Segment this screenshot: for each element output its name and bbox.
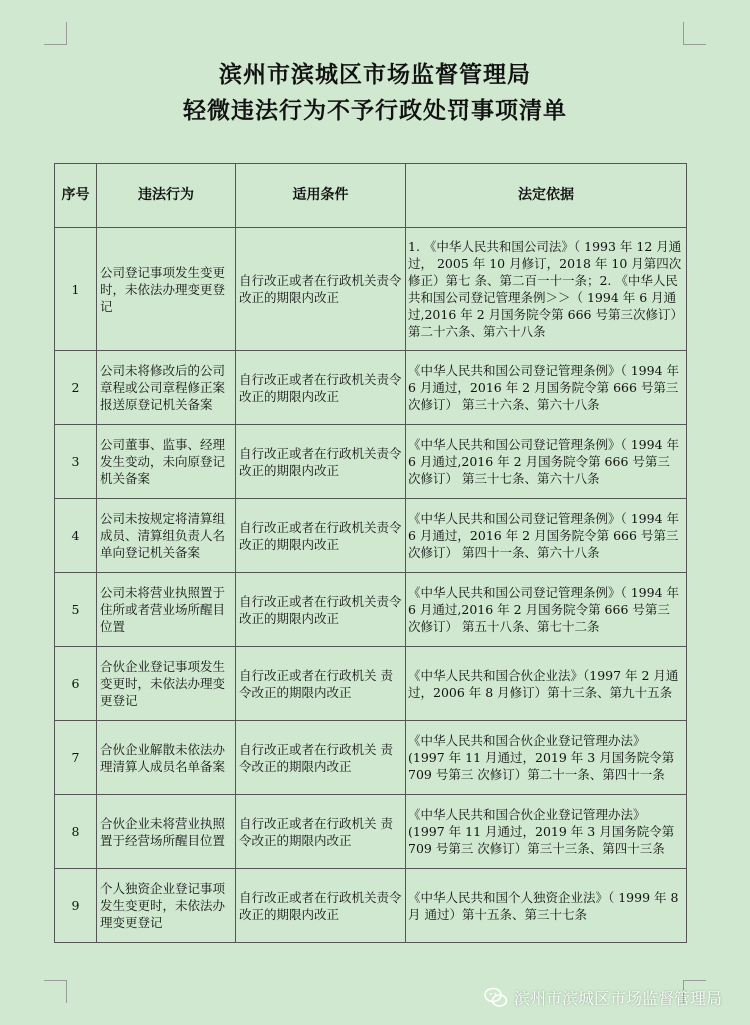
row-condition: 自行改正或者在行政机关责令改正的期限内改正 [236,228,406,351]
document-subtitle: 轻微违法行为不予行政处罚事项清单 [183,97,567,124]
crop-mark-bottom-left [44,980,67,1003]
table-row [55,425,687,499]
table-row [55,647,687,721]
table-row [55,351,687,425]
row-legal-basis: 《中华人民共和国公司登记管理条例》（ 1994 年 6 月通过,2016 年 2 月国务院令第 666 号第三次修订） 第五十八条、第七十二条 [406,573,687,647]
row-legal-basis: 1. 《中华人民共和国公司法》（ 1993 年 12 月通过， 2005 年 10 月修订，2018 年 10 月第四次修正）第七 条、第二百一十一条；2. 《中华人民共和国公司登记管理条例＞＞（ 1994 年 6 月通过,2016 年 2 月国务院令第 666 号第三次修订）第二十六条、第六十八条 [406,228,687,351]
header-legal-basis: 法定依据 [406,164,687,228]
crop-mark-top-left [44,22,67,45]
row-violation: 公司登记事项发生变更时，未依法办理变更登记 [97,228,236,351]
row-number: 8 [55,795,97,869]
row-number: 2 [55,351,97,425]
table-row [55,721,687,795]
row-legal-basis: 《中华人民共和国公司登记管理条例》（ 1994 年 6 月通过,2016 年 2 月国务院令第 666 号第三次修订） 第三十七条、第六十八条 [406,425,687,499]
table-header-row [55,164,687,228]
row-violation: 公司未将修改后的公司章程或公司章程修正案报送原登记机关备案 [97,351,236,425]
row-number: 6 [55,647,97,721]
row-number: 1 [55,228,97,351]
row-legal-basis: 《中华人民共和国公司登记管理条例》（ 1994 年 6 月通过，2016 年 2 月国务院令第 666 号第三次修订） 第三十六条、第六十八条 [406,351,687,425]
row-legal-basis: 《中华人民共和国合伙企业法》（1997 年 2 月通过，2006 年 8 月修订）第十三条、第九十五条 [406,647,687,721]
row-condition: 自行改正或者在行政机关责令改正的期限内改正 [236,499,406,573]
row-legal-basis: 《中华人民共和国合伙企业登记管理办法》(1997 年 11 月通过，2019 年 3 月国务院令第 709 号第三 次修订）第三十三条、第四十三条 [406,795,687,869]
table-row [55,228,687,351]
table-row [55,869,687,943]
row-condition: 自行改正或者在行政机关责令改正的期限内改正 [236,351,406,425]
items-table [54,163,687,943]
crop-mark-top-right [683,22,706,45]
row-violation: 个人独资企业登记事项发生变更时，未依法办理变更登记 [97,869,236,943]
row-violation: 公司董事、监事、经理发生变动，未向原登记机关备案 [97,425,236,499]
table-row [55,795,687,869]
row-legal-basis: 《中华人民共和国公司登记管理条例》（ 1994 年 6 月通过，2016 年 2 月国务院令第 666 号第三次修订） 第四十一条、第六十八条 [406,499,687,573]
watermark-text: 滨州市滨城区市场监督管理局 [513,989,722,1008]
watermark [484,986,722,1009]
row-legal-basis: 《中华人民共和国合伙企业登记管理办法》(1997 年 11 月通过，2019 年 3 月国务院令第 709 号第三 次修订）第二十一条、第四十一条 [406,721,687,795]
row-violation: 公司未按规定将清算组成员、清算组负责人名单向登记机关备案 [97,499,236,573]
document-title: 滨州市滨城区市场监督管理局 [219,61,531,88]
row-violation: 合伙企业解散未依法办理清算人成员名单备案 [97,721,236,795]
row-violation: 公司未将营业执照置于住所或者营业场所醒目位置 [97,573,236,647]
row-violation: 合伙企业登记事项发生变更时，未依法办理变更登记 [97,647,236,721]
row-number: 3 [55,425,97,499]
wechat-icon [484,987,508,1009]
row-number: 4 [55,499,97,573]
row-number: 7 [55,721,97,795]
row-number: 9 [55,869,97,943]
table-row [55,573,687,647]
row-condition: 自行改正或者在行政机关责令改正的期限内改正 [236,425,406,499]
row-number: 5 [55,573,97,647]
header-violation: 违法行为 [97,164,236,228]
row-condition: 自行改正或者在行政机关 责令改正的期限内改正 [236,795,406,869]
row-condition: 自行改正或者在行政机关责令改正的期限内改正 [236,869,406,943]
row-violation: 合伙企业未将营业执照置于经营场所醒目位置 [97,795,236,869]
row-legal-basis: 《中华人民共和国个人独资企业法》（ 1999 年 8 月 通过）第十五条、第三十七条 [406,869,687,943]
row-condition: 自行改正或者在行政机关 责令改正的期限内改正 [236,647,406,721]
table-row [55,499,687,573]
row-condition: 自行改正或者在行政机关 责令改正的期限内改正 [236,721,406,795]
row-condition: 自行改正或者在行政机关责令改正的期限内改正 [236,573,406,647]
header-number: 序号 [55,164,97,228]
header-condition: 适用条件 [236,164,406,228]
